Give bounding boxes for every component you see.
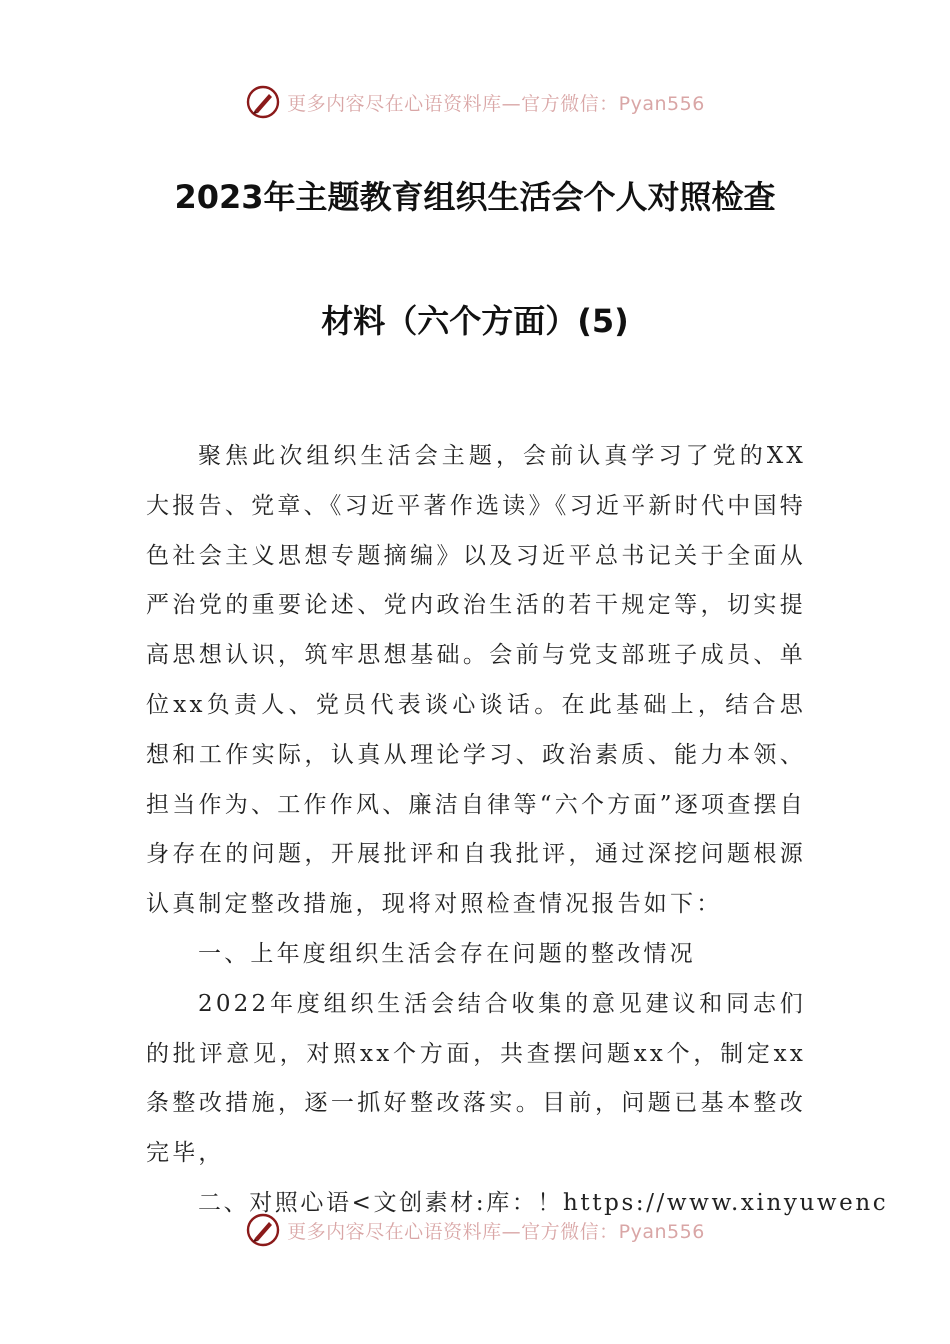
watermark-text: 更多内容尽在心语资料库—官方微信：Pyan556 <box>287 1220 705 1243</box>
pen-logo-icon <box>245 84 281 120</box>
watermark-banner-bottom <box>0 1208 950 1252</box>
pen-logo-icon <box>245 1212 281 1248</box>
document-title-line-2: 材料（六个方面）(5) <box>321 302 629 340</box>
body-paragraph: 聚焦此次组织生活会主题，会前认真学习了党的XX大报告、党章、《习近平著作选读》《习近平新时代中国特色社会主义思想专题摘编》以及习近平总书记关于全面从严治党的重要论述、党内政治生活的若干规定等，切实提高思想认识，筑牢思想基础。会前与党支部班子成员、单位xx负责人、党员代表谈心谈话。在此基础上，结合思想和工作实际，认真从理论学习、政治素质、能力本领、担当作为、工作作风、廉洁自律等“六个方面”逐项查摆自身存在的问题，开展批评和自我批评，通过深挖问题根源认真制定整改措施，现将对照检查情况报告如下： <box>146 443 806 918</box>
watermark-banner-top <box>0 80 950 124</box>
document-body <box>146 432 889 1229</box>
section-heading: 一、上年度组织生活会存在问题的整改情况 <box>198 940 696 967</box>
watermark-text: 更多内容尽在心语资料库—官方微信：Pyan556 <box>287 92 705 115</box>
section-heading: 二、对照心语<文创素材:库：！https://www.xinyuwenc <box>198 1189 889 1216</box>
body-paragraph: 2022年度组织生活会结合收集的意见建议和同志们的批评意见，对照xx个方面，共查摆问题xx个，制定xx条整改措施，逐一抓好整改落实。目前，问题已基本整改完毕， <box>146 990 806 1167</box>
document-title-line-1: 2023年主题教育组织生活会个人对照检查 <box>174 178 776 216</box>
